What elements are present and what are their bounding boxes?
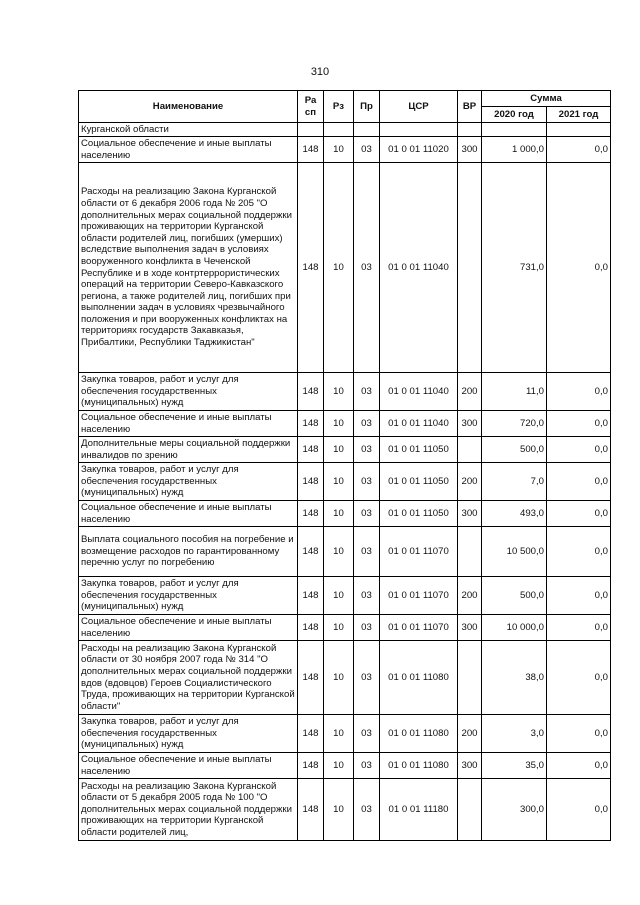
cell-rz: 10 [324, 411, 354, 437]
cell-csr: 01 0 01 11050 [380, 501, 458, 527]
cell-sum-2020: 1 000,0 [482, 137, 547, 163]
cell-pr: 03 [354, 715, 380, 753]
cell-rz: 10 [324, 779, 354, 841]
cell-sum-2020: 35,0 [482, 753, 547, 779]
cell-ra-sp: 148 [298, 463, 324, 501]
cell-sum-2021: 0,0 [547, 577, 611, 615]
cell-ra-sp: 148 [298, 373, 324, 411]
cell-sum-2021: 0,0 [547, 753, 611, 779]
cell-name: Дополнительные меры социальной поддержки инвалидов по зрению [79, 437, 298, 463]
cell-rz: 10 [324, 137, 354, 163]
table-row [79, 577, 611, 615]
cell-ra-sp: 148 [298, 411, 324, 437]
cell-vr [458, 779, 482, 841]
cell-pr: 03 [354, 641, 380, 715]
cell-name: Закупка товаров, работ и услуг для обеспечения государственных (муниципальных) нужд [79, 373, 298, 411]
cell-csr: 01 0 01 11020 [380, 137, 458, 163]
cell-rz: 10 [324, 753, 354, 779]
table-body [79, 123, 611, 841]
cell-ra-sp: 148 [298, 715, 324, 753]
cell-csr: 01 0 01 11050 [380, 437, 458, 463]
table-row [79, 137, 611, 163]
cell-sum-2020: 720,0 [482, 411, 547, 437]
cell-csr: 01 0 01 11080 [380, 641, 458, 715]
cell-rz: 10 [324, 577, 354, 615]
cell-name: Социальное обеспечение и иные выплаты населению [79, 501, 298, 527]
table-row [79, 163, 611, 373]
header-csr: ЦСР [380, 91, 458, 123]
cell-vr: 300 [458, 753, 482, 779]
cell-csr: 01 0 01 11040 [380, 163, 458, 373]
page-number: 310 [310, 66, 330, 78]
cell-rz: 10 [324, 715, 354, 753]
cell-ra-sp: 148 [298, 501, 324, 527]
cell-name: Закупка товаров, работ и услуг для обеспечения государственных (муниципальных) нужд [79, 463, 298, 501]
cell-rz: 10 [324, 463, 354, 501]
table-row [79, 411, 611, 437]
cell-csr: 01 0 01 11080 [380, 753, 458, 779]
cell-csr: 01 0 01 11040 [380, 373, 458, 411]
cell-vr: 300 [458, 615, 482, 641]
table-row [79, 779, 611, 841]
header-year-2020: 2020 год [482, 107, 547, 123]
cell-sum-2020: 3,0 [482, 715, 547, 753]
continuation-text: Курганской области [79, 123, 298, 137]
header-name: Наименование [79, 91, 298, 123]
cell-vr [458, 437, 482, 463]
cell-rz: 10 [324, 641, 354, 715]
cell-ra-sp: 148 [298, 779, 324, 841]
cell-csr: 01 0 01 11050 [380, 463, 458, 501]
cell-rz: 10 [324, 527, 354, 577]
cell-rz: 10 [324, 615, 354, 641]
cell-pr: 03 [354, 527, 380, 577]
cell-vr: 300 [458, 501, 482, 527]
cell-pr: 03 [354, 463, 380, 501]
cell-pr: 03 [354, 373, 380, 411]
budget-table [78, 90, 611, 841]
cell-name: Расходы на реализацию Закона Курганской области от 5 декабря 2005 года № 100 "О дополнительных мерах социальной поддержки проживающих на территории Курганской области родителей лиц, [79, 779, 298, 841]
table-row [79, 501, 611, 527]
table-row [79, 463, 611, 501]
table-row [79, 641, 611, 715]
cell-ra-sp: 148 [298, 163, 324, 373]
cell-sum-2021: 0,0 [547, 137, 611, 163]
cell-sum-2021: 0,0 [547, 411, 611, 437]
cell-ra-sp: 148 [298, 137, 324, 163]
cell-vr: 200 [458, 715, 482, 753]
cell-sum-2020: 493,0 [482, 501, 547, 527]
cell-sum-2021: 0,0 [547, 715, 611, 753]
table-row [79, 715, 611, 753]
cell-vr: 200 [458, 463, 482, 501]
cell-name: Закупка товаров, работ и услуг для обеспечения государственных (муниципальных) нужд [79, 715, 298, 753]
table-row [79, 527, 611, 577]
cell-name: Социальное обеспечение и иные выплаты населению [79, 753, 298, 779]
cell-vr: 200 [458, 577, 482, 615]
header-ra-sp: Ра сп [298, 91, 324, 123]
table-row [79, 373, 611, 411]
cell-sum-2020: 300,0 [482, 779, 547, 841]
header-year-2021: 2021 год [547, 107, 611, 123]
cell-sum-2020: 500,0 [482, 577, 547, 615]
cell-rz: 10 [324, 437, 354, 463]
cell-name: Социальное обеспечение и иные выплаты населению [79, 615, 298, 641]
cell-vr [458, 527, 482, 577]
cell-sum-2020: 38,0 [482, 641, 547, 715]
cell-name: Расходы на реализацию Закона Курганской области от 6 декабря 2006 года № 205 "О дополнительных мерах социальной поддержки проживающих на территории Курганской области родителей лиц, погибших (умерших) вследствие выполнения задач в условиях вооруженного конфликта в Чеченской Республике и в ходе контртеррористических операций на территории Северо-Кавказского региона, а также родителей лиц, погибших при выполнении задач в условиях чрезвычайного положения и при вооруженных конфликтах на территориях государств Закавказья, Прибалтики, Республики Таджикистан" [79, 163, 298, 373]
cell-csr: 01 0 01 11040 [380, 411, 458, 437]
cell-ra-sp: 148 [298, 615, 324, 641]
cell-pr: 03 [354, 753, 380, 779]
table-row [79, 753, 611, 779]
cell-pr: 03 [354, 501, 380, 527]
cell-vr: 200 [458, 373, 482, 411]
cell-name: Расходы на реализацию Закона Курганской области от 30 ноября 2007 года № 314 "О дополнительных мерах социальной поддержки вдов (вдовцов) Героев Социалистического Труда, проживающих на территории Курганской области" [79, 641, 298, 715]
cell-csr: 01 0 01 11080 [380, 715, 458, 753]
cell-ra-sp: 148 [298, 577, 324, 615]
cell-pr: 03 [354, 779, 380, 841]
cell-pr: 03 [354, 437, 380, 463]
continuation-row [79, 123, 611, 137]
cell-sum-2020: 500,0 [482, 437, 547, 463]
table-row [79, 437, 611, 463]
header-pr: Пр [354, 91, 380, 123]
cell-sum-2021: 0,0 [547, 779, 611, 841]
cell-sum-2020: 10 000,0 [482, 615, 547, 641]
cell-sum-2021: 0,0 [547, 373, 611, 411]
cell-name: Выплата социального пособия на погребение и возмещение расходов по гарантированному перечню услуг по погребению [79, 527, 298, 577]
cell-rz: 10 [324, 501, 354, 527]
cell-sum-2021: 0,0 [547, 463, 611, 501]
cell-name: Социальное обеспечение и иные выплаты населению [79, 411, 298, 437]
cell-ra-sp: 148 [298, 527, 324, 577]
cell-name: Социальное обеспечение и иные выплаты населению [79, 137, 298, 163]
header-vr: ВР [458, 91, 482, 123]
cell-ra-sp: 148 [298, 437, 324, 463]
cell-pr: 03 [354, 615, 380, 641]
cell-pr: 03 [354, 137, 380, 163]
cell-sum-2020: 731,0 [482, 163, 547, 373]
cell-ra-sp: 148 [298, 753, 324, 779]
cell-pr: 03 [354, 577, 380, 615]
header-sum: Сумма [482, 91, 611, 107]
cell-sum-2021: 0,0 [547, 641, 611, 715]
cell-vr: 300 [458, 137, 482, 163]
cell-name: Закупка товаров, работ и услуг для обеспечения государственных (муниципальных) нужд [79, 577, 298, 615]
cell-sum-2020: 11,0 [482, 373, 547, 411]
cell-sum-2020: 10 500,0 [482, 527, 547, 577]
cell-rz: 10 [324, 373, 354, 411]
cell-rz: 10 [324, 163, 354, 373]
cell-sum-2021: 0,0 [547, 615, 611, 641]
cell-vr [458, 163, 482, 373]
cell-sum-2021: 0,0 [547, 163, 611, 373]
cell-pr: 03 [354, 163, 380, 373]
cell-sum-2021: 0,0 [547, 501, 611, 527]
cell-sum-2021: 0,0 [547, 527, 611, 577]
cell-ra-sp: 148 [298, 641, 324, 715]
cell-sum-2021: 0,0 [547, 437, 611, 463]
cell-sum-2020: 7,0 [482, 463, 547, 501]
cell-csr: 01 0 01 11070 [380, 615, 458, 641]
table-row [79, 615, 611, 641]
cell-pr: 03 [354, 411, 380, 437]
cell-vr [458, 641, 482, 715]
cell-csr: 01 0 01 11070 [380, 577, 458, 615]
cell-csr: 01 0 01 11180 [380, 779, 458, 841]
cell-csr: 01 0 01 11070 [380, 527, 458, 577]
header-rz: Рз [324, 91, 354, 123]
cell-vr: 300 [458, 411, 482, 437]
